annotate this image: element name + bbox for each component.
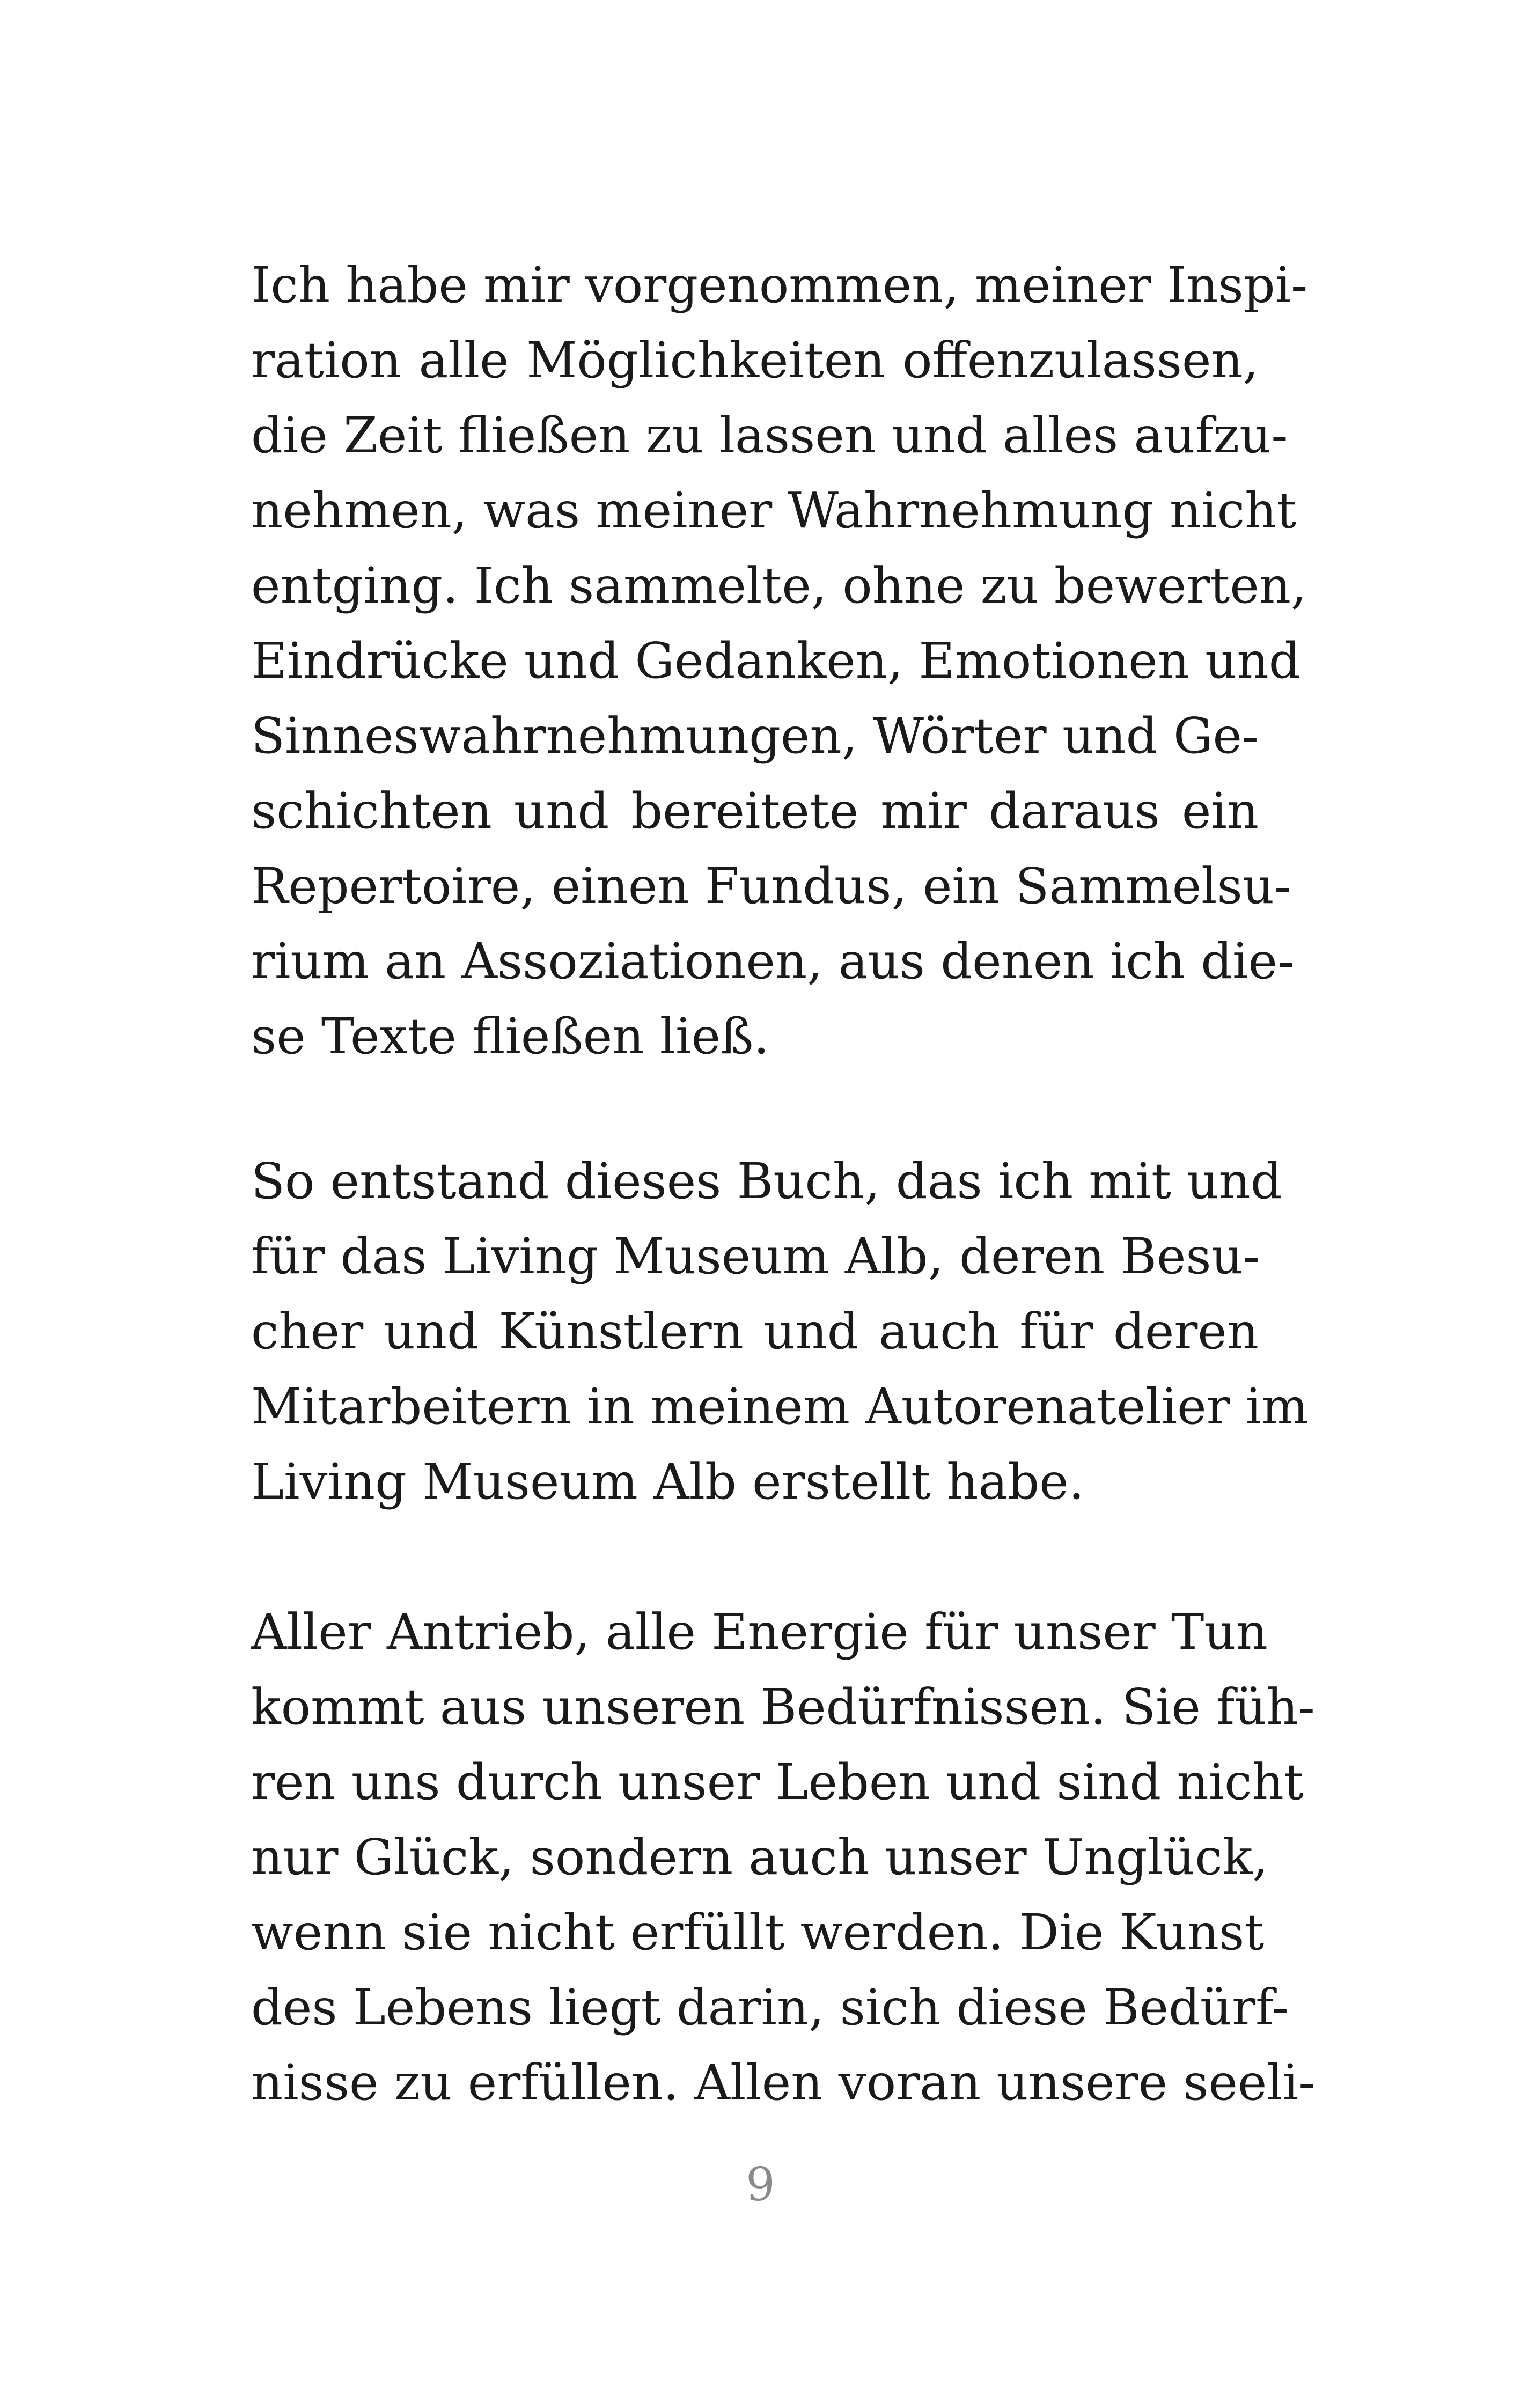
paragraph-2	[251, 1144, 1309, 1519]
text-line: schichten und bereitete mir daraus ein	[251, 782, 1259, 840]
text-line: rium an Assoziationen, aus denen ich die-	[251, 933, 1295, 990]
text-line: ren uns durch unser Leben und sind nicht	[251, 1753, 1304, 1811]
text-line: Repertoire, einen Fundus, ein Sammelsu-	[251, 857, 1291, 915]
text-line: So entstand dieses Buch, das ich mit und	[251, 1152, 1282, 1210]
text-line: die Zeit fließen zu lassen und alles aufzu-	[251, 407, 1288, 464]
text-line: Aller Antrieb, alle Energie für unser Tun	[251, 1603, 1268, 1661]
text-line: des Lebens liegt darin, sich diese Bedürf-	[251, 1979, 1289, 2036]
text-line: Sinneswahrnehmungen, Wörter und Ge-	[251, 707, 1259, 765]
text-line: Living Museum Alb erstellt habe.	[251, 1453, 1084, 1510]
text-line: entging. Ich sammelte, ohne zu bewerten,	[251, 557, 1307, 614]
text-line: cher und Künstlern und auch für deren	[251, 1303, 1259, 1360]
text-line: nur Glück, sondern auch unser Unglück,	[251, 1829, 1268, 1886]
paragraph-1	[251, 248, 1308, 1074]
text-line: für das Living Museum Alb, deren Besu-	[251, 1228, 1260, 1285]
text-line: kommt aus unseren Bedürfnissen. Sie füh-	[251, 1678, 1315, 1736]
text-line: Eindrücke und Gedanken, Emotionen und	[251, 632, 1300, 689]
text-line: se Texte fließen ließ.	[251, 1008, 769, 1065]
text-line: nisse zu erfüllen. Allen voran unsere seeli-	[251, 2054, 1316, 2111]
text-line: wenn sie nicht erfüllt werden. Die Kunst	[251, 1904, 1265, 1961]
text-line: nehmen, was meiner Wahrnehmung nicht	[251, 482, 1297, 539]
text-line: Ich habe mir vorgenommen, meiner Inspi-	[251, 256, 1308, 314]
paragraph-3	[251, 1595, 1316, 2120]
text-line: Mitarbeitern in meinem Autorenatelier im	[251, 1378, 1309, 1435]
text-line: ration alle Möglichkeiten offenzulassen,	[251, 332, 1259, 389]
page-number: 9	[746, 2158, 775, 2212]
